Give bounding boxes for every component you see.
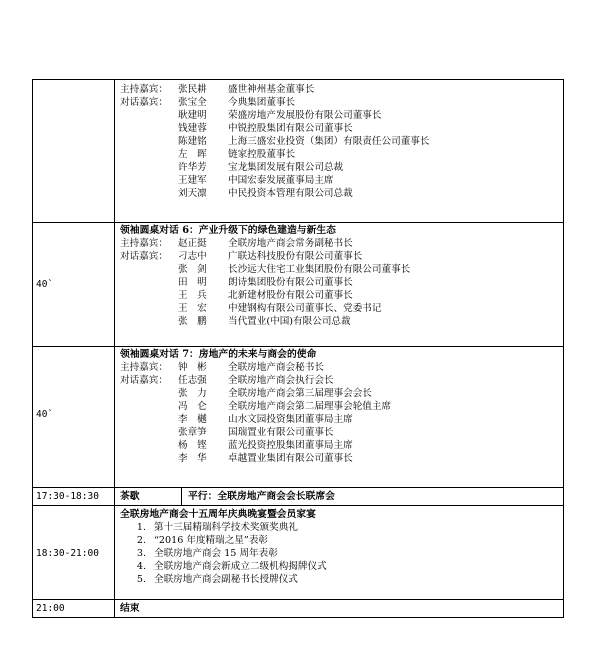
guest-row — [120, 83, 561, 96]
guest-title: 中国宏泰发展董事局主席 — [228, 175, 334, 186]
guest-row — [120, 161, 561, 174]
programme-item-text: “2016 年度精瑞之星”表彰 — [154, 535, 269, 546]
guest-title: 全联房地产商会第二届理事会轮值主席 — [228, 401, 392, 412]
guest-name: 耿建明 — [178, 110, 207, 121]
guest-title: 中建钢构有限公司董事长、党委书记 — [228, 303, 382, 314]
guest-name: 陈建铭 — [178, 136, 207, 147]
session-time: 18:30-21:00 — [36, 548, 99, 559]
guest-name: 钟 彬 — [178, 362, 207, 373]
guest-row — [120, 237, 561, 250]
guest-name: 王 兵 — [178, 290, 207, 301]
guest-name: 刘天凛 — [178, 188, 207, 199]
guest-name: 张 鹏 — [178, 316, 207, 327]
guest-name: 李 樾 — [178, 414, 207, 425]
guest-title: 今典集团董事长 — [228, 97, 296, 108]
guest-row — [120, 174, 561, 187]
programme-item — [120, 573, 561, 586]
guest-title: 中锐控股集团有限公司董事长 — [228, 123, 353, 134]
programme-item-text: 全联房地产商会副秘书长授牌仪式 — [154, 574, 298, 585]
guest-list — [120, 224, 561, 328]
guest-name: 田 明 — [178, 277, 207, 288]
guest-row — [120, 315, 561, 328]
guest-name: 张宝全 — [178, 97, 207, 108]
guest-row — [120, 452, 561, 465]
guest-name: 王建军 — [178, 175, 207, 186]
agenda-row-tea-break — [33, 487, 563, 506]
guest-name: 赵正挺 — [178, 238, 207, 249]
guest-row — [120, 361, 561, 374]
guest-row — [120, 109, 561, 122]
guest-name: 张民耕 — [178, 84, 207, 95]
guest-name: 任志强 — [178, 375, 207, 386]
guest-row — [120, 276, 561, 289]
guest-name: 冯 仑 — [178, 401, 207, 412]
programme-item-number: 3. — [136, 548, 146, 559]
guest-row — [120, 400, 561, 413]
programme-item-number: 1. — [136, 522, 146, 533]
guest-name: 张 剑 — [178, 264, 207, 275]
guest-title: 蓝光投资控股集团董事局主席 — [228, 440, 353, 451]
agenda-row-end — [33, 599, 563, 618]
guest-row — [120, 187, 561, 200]
guest-title: 链家控股董事长 — [228, 149, 296, 160]
guest-name: 左 晖 — [178, 149, 207, 160]
guest-row — [120, 96, 561, 109]
guest-title: 全联房地产商会常务副秘书长 — [228, 238, 353, 249]
guest-role: 对话嘉宾： — [120, 375, 168, 386]
guest-title: 当代置业(中国)有限公司总裁 — [228, 316, 351, 327]
guest-row — [120, 250, 561, 263]
guest-row — [120, 148, 561, 161]
guest-name: 钱建蓉 — [178, 123, 207, 134]
guest-title: 盛世神州基金董事长 — [228, 84, 315, 95]
guest-title: 中民投资本管理有限公司总裁 — [228, 188, 353, 199]
guest-name: 王 宏 — [178, 303, 207, 314]
guest-list — [120, 83, 561, 200]
guest-name: 许华芳 — [178, 162, 207, 173]
gala-programme — [120, 508, 561, 586]
guest-role: 对话嘉宾： — [120, 251, 168, 262]
guest-row — [120, 289, 561, 302]
session-title: 领袖圆桌对话 7：房地产的未来与商会的使命 — [120, 349, 317, 360]
agenda-table — [32, 79, 564, 618]
agenda-row-gala-dinner — [33, 505, 563, 600]
programme-item-number: 4. — [136, 561, 146, 572]
session-title: 领袖圆桌对话 6：产业升级下的绿色建造与新生态 — [120, 225, 336, 236]
guest-name: 张章笋 — [178, 427, 207, 438]
guest-name: 张 力 — [178, 388, 207, 399]
session-time: 21:00 — [36, 603, 65, 614]
parallel-session-label: 平行：全联房地产商会会长联席会 — [188, 491, 335, 502]
end-content — [120, 602, 561, 615]
programme-item — [120, 521, 561, 534]
guest-title: 宝龙集团发展有限公司总裁 — [228, 162, 344, 173]
programme-item — [120, 560, 561, 573]
guest-row — [120, 387, 561, 400]
guest-row — [120, 426, 561, 439]
agenda-row-dialogue-5 — [33, 79, 563, 223]
guest-row — [120, 135, 561, 148]
guest-row — [120, 413, 561, 426]
guest-title: 全联房地产商会秘书长 — [228, 362, 324, 373]
guest-row — [120, 374, 561, 387]
cell-divider — [181, 488, 182, 506]
guest-row — [120, 439, 561, 452]
parallel-session — [188, 490, 561, 503]
guest-row — [120, 302, 561, 315]
guest-title: 国瑞置业有限公司董事长 — [228, 427, 334, 438]
guest-title: 长沙远大住宅工业集团股份有限公司董事长 — [228, 264, 411, 275]
guest-title: 北新建材股份有限公司董事长 — [228, 290, 353, 301]
guest-title: 全联房地产商会第三届理事会会长 — [228, 388, 372, 399]
session-title: 全联房地产商会十五周年庆典晚宴暨会员家宴 — [120, 509, 316, 520]
guest-role: 主持嘉宾： — [120, 238, 168, 249]
guest-title: 朗诗集团股份有限公司董事长 — [228, 277, 353, 288]
guest-title: 全联房地产商会执行会长 — [228, 375, 334, 386]
guest-list — [120, 348, 561, 465]
guest-title: 荣盛房地产发展股份有限公司董事长 — [228, 110, 382, 121]
programme-item-number: 2. — [136, 535, 146, 546]
guest-name: 杨 铿 — [178, 440, 207, 451]
tea-break-label: 茶歇 — [120, 491, 140, 502]
guest-role: 主持嘉宾： — [120, 362, 168, 373]
guest-title: 广联达科技股份有限公司董事长 — [228, 251, 363, 262]
guest-role: 对话嘉宾： — [120, 97, 168, 108]
programme-item-text: 第十三届精瑞科学技术奖颁奖典礼 — [154, 522, 298, 533]
programme-item-text: 全联房地产商会 15 周年表彰 — [154, 548, 278, 559]
programme-item — [120, 547, 561, 560]
column-divider — [114, 80, 115, 223]
guest-title: 卓越置业集团有限公司董事长 — [228, 453, 353, 464]
end-label: 结束 — [120, 603, 140, 614]
guest-title: 山水文园投资集团董事局主席 — [228, 414, 353, 425]
guest-name: 李 华 — [178, 453, 207, 464]
guest-role: 主持嘉宾： — [120, 84, 168, 95]
guest-row — [120, 122, 561, 135]
session-duration: 40` — [36, 279, 54, 290]
session-time: 17:30-18:30 — [36, 491, 99, 502]
agenda-row-dialogue-7 — [33, 346, 563, 488]
agenda-row-dialogue-6 — [33, 222, 563, 347]
guest-name: 刁志中 — [178, 251, 207, 262]
programme-item — [120, 534, 561, 547]
guest-title: 上海三盛宏业投资（集团）有限责任公司董事长 — [228, 136, 430, 147]
session-duration: 40` — [36, 409, 54, 420]
programme-item-number: 5. — [136, 574, 146, 585]
guest-row — [120, 263, 561, 276]
programme-item-text: 全联房地产商会新成立二级机构揭牌仪式 — [154, 561, 327, 572]
